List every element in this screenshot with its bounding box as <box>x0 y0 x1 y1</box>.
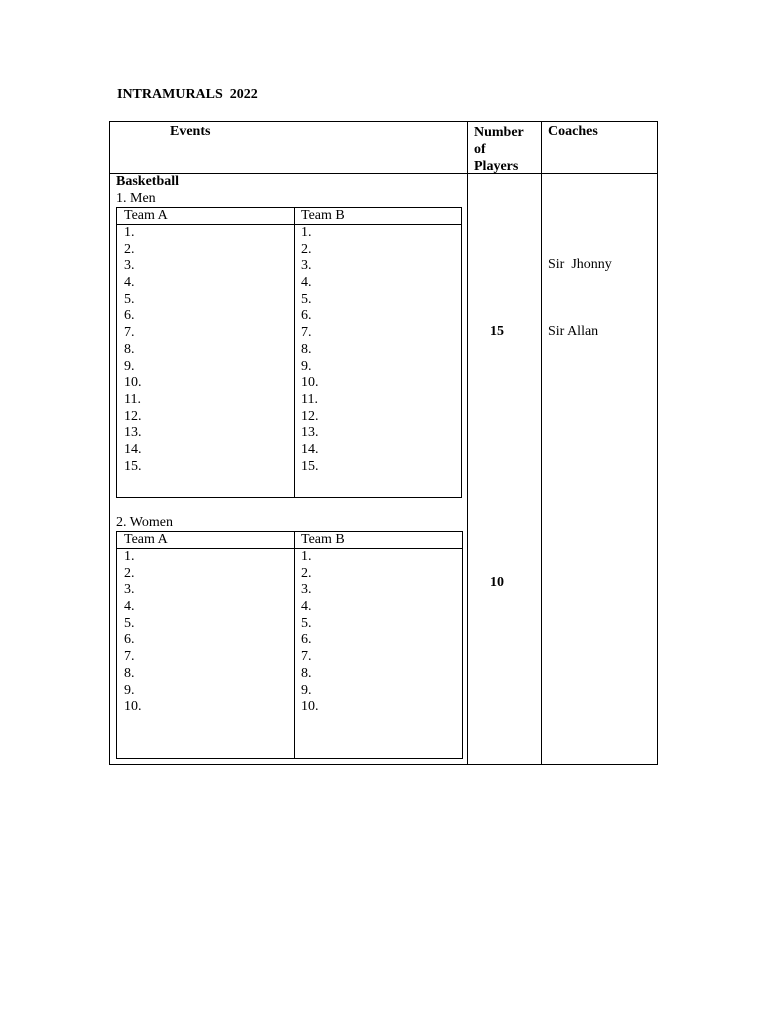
header-players-line2: of <box>474 142 486 157</box>
division-label-women: 2. Women <box>116 515 173 530</box>
roster-slot-a-14: 14. <box>124 441 142 457</box>
women-roster-header-divider <box>117 548 462 549</box>
roster-slot-b-9: 9. <box>301 358 312 374</box>
roster-slot-a-11: 11. <box>124 391 141 407</box>
roster-slot-b-2: 2. <box>301 565 312 581</box>
roster-slot-b-12: 12. <box>301 408 319 424</box>
roster-slot-a-4: 4. <box>124 275 135 291</box>
roster-slot-a-2: 2. <box>124 241 135 257</box>
roster-slot-b-10: 10. <box>301 375 319 391</box>
roster-slot-a-6: 6. <box>124 308 135 324</box>
header-players-line1: Number <box>474 125 524 140</box>
roster-slot-a-3: 3. <box>124 258 135 274</box>
header-coaches: Coaches <box>548 124 598 139</box>
coach-name-2: Sir Allan <box>548 324 599 339</box>
roster-slot-b-5: 5. <box>301 615 312 631</box>
roster-slot-b-15: 15. <box>301 458 319 474</box>
roster-slot-a-10: 10. <box>124 375 142 391</box>
roster-slot-a-9: 9. <box>124 358 135 374</box>
women-roster-table <box>116 531 463 759</box>
sport-name: Basketball <box>116 174 180 189</box>
men-roster-column-divider <box>294 208 295 497</box>
roster-slot-a-9: 9. <box>124 682 135 698</box>
column-divider-coaches <box>541 122 542 764</box>
players-count-men: 15 <box>490 324 504 339</box>
roster-slot-b-11: 11. <box>301 391 318 407</box>
women-team-b-header: Team B <box>301 532 345 547</box>
women-roster-column-divider <box>294 532 295 758</box>
roster-slot-a-1: 1. <box>124 225 135 240</box>
roster-slot-a-8: 8. <box>124 665 135 681</box>
roster-slot-b-8: 8. <box>301 665 312 681</box>
roster-slot-b-9: 9. <box>301 682 312 698</box>
roster-slot-a-8: 8. <box>124 341 135 357</box>
roster-slot-b-4: 4. <box>301 275 312 291</box>
women-team-a-header: Team A <box>124 532 168 547</box>
roster-slot-a-5: 5. <box>124 615 135 631</box>
roster-slot-b-2: 2. <box>301 241 312 257</box>
roster-slot-a-7: 7. <box>124 649 135 665</box>
roster-slot-b-1: 1. <box>301 225 312 240</box>
roster-slot-b-3: 3. <box>301 582 312 598</box>
roster-slot-a-3: 3. <box>124 582 135 598</box>
roster-slot-b-14: 14. <box>301 441 319 457</box>
roster-slot-a-2: 2. <box>124 565 135 581</box>
roster-slot-a-5: 5. <box>124 291 135 307</box>
roster-slot-b-6: 6. <box>301 632 312 648</box>
roster-slot-b-7: 7. <box>301 325 312 341</box>
roster-slot-a-13: 13. <box>124 425 142 441</box>
roster-slot-b-3: 3. <box>301 258 312 274</box>
events-table <box>109 121 658 765</box>
players-count-women: 10 <box>490 575 504 590</box>
division-label-men: 1. Men <box>116 191 156 206</box>
roster-slot-a-4: 4. <box>124 599 135 615</box>
men-team-a-header: Team A <box>124 208 168 223</box>
header-events: Events <box>170 124 211 139</box>
men-team-b-list <box>301 225 319 475</box>
roster-slot-a-12: 12. <box>124 408 142 424</box>
roster-slot-b-8: 8. <box>301 341 312 357</box>
roster-slot-b-4: 4. <box>301 599 312 615</box>
coach-name-1: Sir Jhonny <box>548 257 612 272</box>
men-team-b-header: Team B <box>301 208 345 223</box>
roster-slot-a-7: 7. <box>124 325 135 341</box>
men-team-a-list <box>124 225 142 475</box>
men-roster-table <box>116 207 462 498</box>
roster-slot-b-6: 6. <box>301 308 312 324</box>
header-players-line3: Players <box>474 159 519 174</box>
header-divider <box>110 173 657 174</box>
roster-slot-a-1: 1. <box>124 549 135 564</box>
roster-slot-a-6: 6. <box>124 632 135 648</box>
roster-slot-b-7: 7. <box>301 649 312 665</box>
men-roster-header-divider <box>117 224 461 225</box>
header-number-of-players <box>474 124 524 175</box>
document-title: INTRAMURALS 2022 <box>117 87 258 102</box>
women-team-a-list <box>124 549 142 716</box>
roster-slot-a-10: 10. <box>124 699 142 715</box>
roster-slot-b-1: 1. <box>301 549 312 564</box>
women-team-b-list <box>301 549 319 716</box>
roster-slot-a-15: 15. <box>124 458 142 474</box>
roster-slot-b-10: 10. <box>301 699 319 715</box>
column-divider-players <box>467 122 468 764</box>
roster-slot-b-5: 5. <box>301 291 312 307</box>
roster-slot-b-13: 13. <box>301 425 319 441</box>
